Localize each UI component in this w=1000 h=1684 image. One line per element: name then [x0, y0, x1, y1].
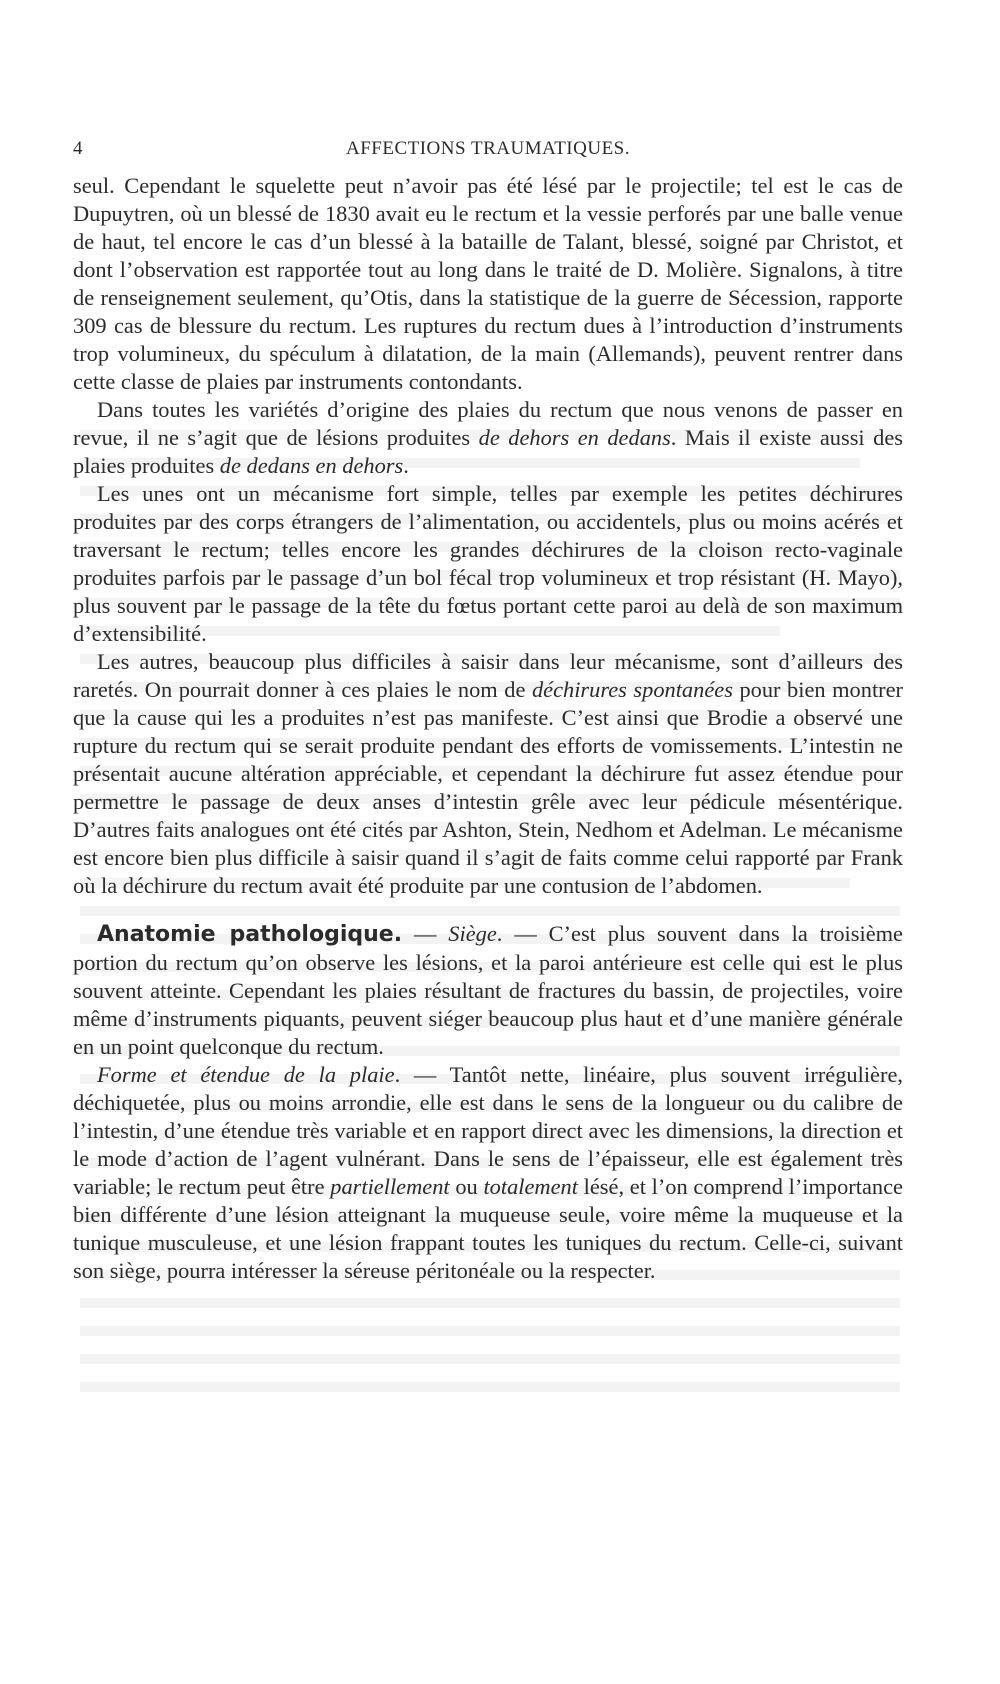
text-run: . [403, 453, 409, 478]
paragraph [73, 480, 903, 648]
text-run: seul. Cependant le squelette peut n’avoir pas été lésé par le projectile; tel est le cas de Dupuytren, où un blessé de 1830 avait eu le rectum et la vessie perforés par une balle venue de haut, tel encore le cas d’un blessé à la bataille de Talant, blessé, soigné par Christot, et dont l’observation est rapportée tout au long dans le traité de D. Molière. Signalons, à titre de renseignement seulement, qu’Otis, dans la statistique de la guerre de Sécession, rapporte 309 cas de blessure du rectum. Les ruptures du rectum dues à l’introduction d’instruments trop volumineux, du spéculum à dilatation, de la main (Allemands), peuvent rentrer dans cette classe de plaies par instruments contondants. [73, 173, 903, 394]
page-header [73, 138, 903, 168]
paragraph [73, 172, 903, 396]
italic-text: partiellement [330, 1174, 450, 1199]
paragraph [73, 396, 903, 480]
text-run: Les autres, beaucoup plus difficiles à saisir dans leur mécanisme, sont d’ailleurs des raretés. On pourrait donner à ces plaies le nom de [73, 649, 903, 702]
body-text [73, 172, 903, 1285]
text-run: . Mais il existe aussi des plaies produites [73, 425, 903, 478]
paragraph [73, 1061, 903, 1285]
italic-text: totalement [483, 1174, 578, 1199]
text-run: . — Tantôt nette, linéaire, plus souvent irrégulière, déchiquetée, plus ou moins arrondie, elle est dans le sens de la longueur ou du calibre de l’intestin, d’une étendue très variable et en rapport direct avec les dimensions, la direction et le mode d’action de l’agent vulnérant. Dans le sens de l’épaisseur, elle est également très variable; le rectum peut être [73, 1062, 903, 1199]
running-title: AFFECTIONS TRAUMATIQUES. [345, 138, 630, 159]
text-run: . — C’est plus souvent dans la troisième portion du rectum qu’on observe les lésions, et la paroi antérieure est celle qui est le plus souvent atteinte. Cependant les plaies résultant de fractures du bassin, de projectiles, voire même d’instruments piquants, peuvent siéger beaucoup plus haut et d’une manière générale en un point quelconque du rectum. [73, 921, 903, 1059]
section-heading: Anatomie pathologique. [97, 922, 403, 947]
paragraph [73, 648, 903, 900]
italic-text: Siège [448, 921, 497, 946]
text-run: — [402, 921, 449, 946]
text-run: Les unes ont un mécanisme fort simple, telles par exemple les petites déchirures produites par des corps étrangers de l’alimentation, ou accidentels, plus ou moins acérés et traversant le rectum; telles encore les grandes déchirures de la cloison recto-vaginale produites parfois par le passage d’un bol fécal trop volumineux et trop résistant (H. Mayo), plus souvent par le passage de la tête du fœtus portant cette paroi au delà de son maximum d’extensibilité. [73, 481, 903, 646]
text-run: Dans toutes les variétés d’origine des plaies du rectum que nous venons de passer en revue, il ne s’agit que de lésions produites [73, 397, 903, 450]
italic-text: de dedans en dehors [219, 453, 404, 478]
paragraph [73, 920, 903, 1061]
italic-text: déchirures spontanées [531, 677, 733, 702]
italic-text: de dehors en dedans [478, 425, 671, 450]
italic-text: Forme et étendue de la plaie [97, 1062, 395, 1087]
page-number: 4 [73, 138, 83, 159]
text-run: pour bien montrer que la cause qui les a produites n’est pas manifeste. C’est ainsi que Brodie a observé une rupture du rectum qui se serait produite pendant des efforts de vomissements. L’intestin ne présentait aucune altération appréciable, et cependant la déchirure fut assez étendue pour permettre le passage de deux anses d’intestin grêle avec leur pédicule mésentérique. D’autres faits analogues ont été cités par Ashton, Stein, Nedhom et Adelman. Le mécanisme est encore bien plus difficile à saisir quand il s’agit de faits comme celui rapporté par Frank où la déchirure du rectum avait été produite par une contusion de l’abdomen. [73, 677, 904, 898]
text-run: lésé, et l’on comprend l’importance bien différente d’une lésion atteignant la muqueuse seule, voire même la muqueuse et la tunique musculeuse, et une lésion frappant toutes les tuniques du rectum. Celle-ci, suivant son siège, pourra intéresser la séreuse péritonéale ou la respecter. [73, 1174, 903, 1283]
text-run: ou [449, 1174, 484, 1199]
